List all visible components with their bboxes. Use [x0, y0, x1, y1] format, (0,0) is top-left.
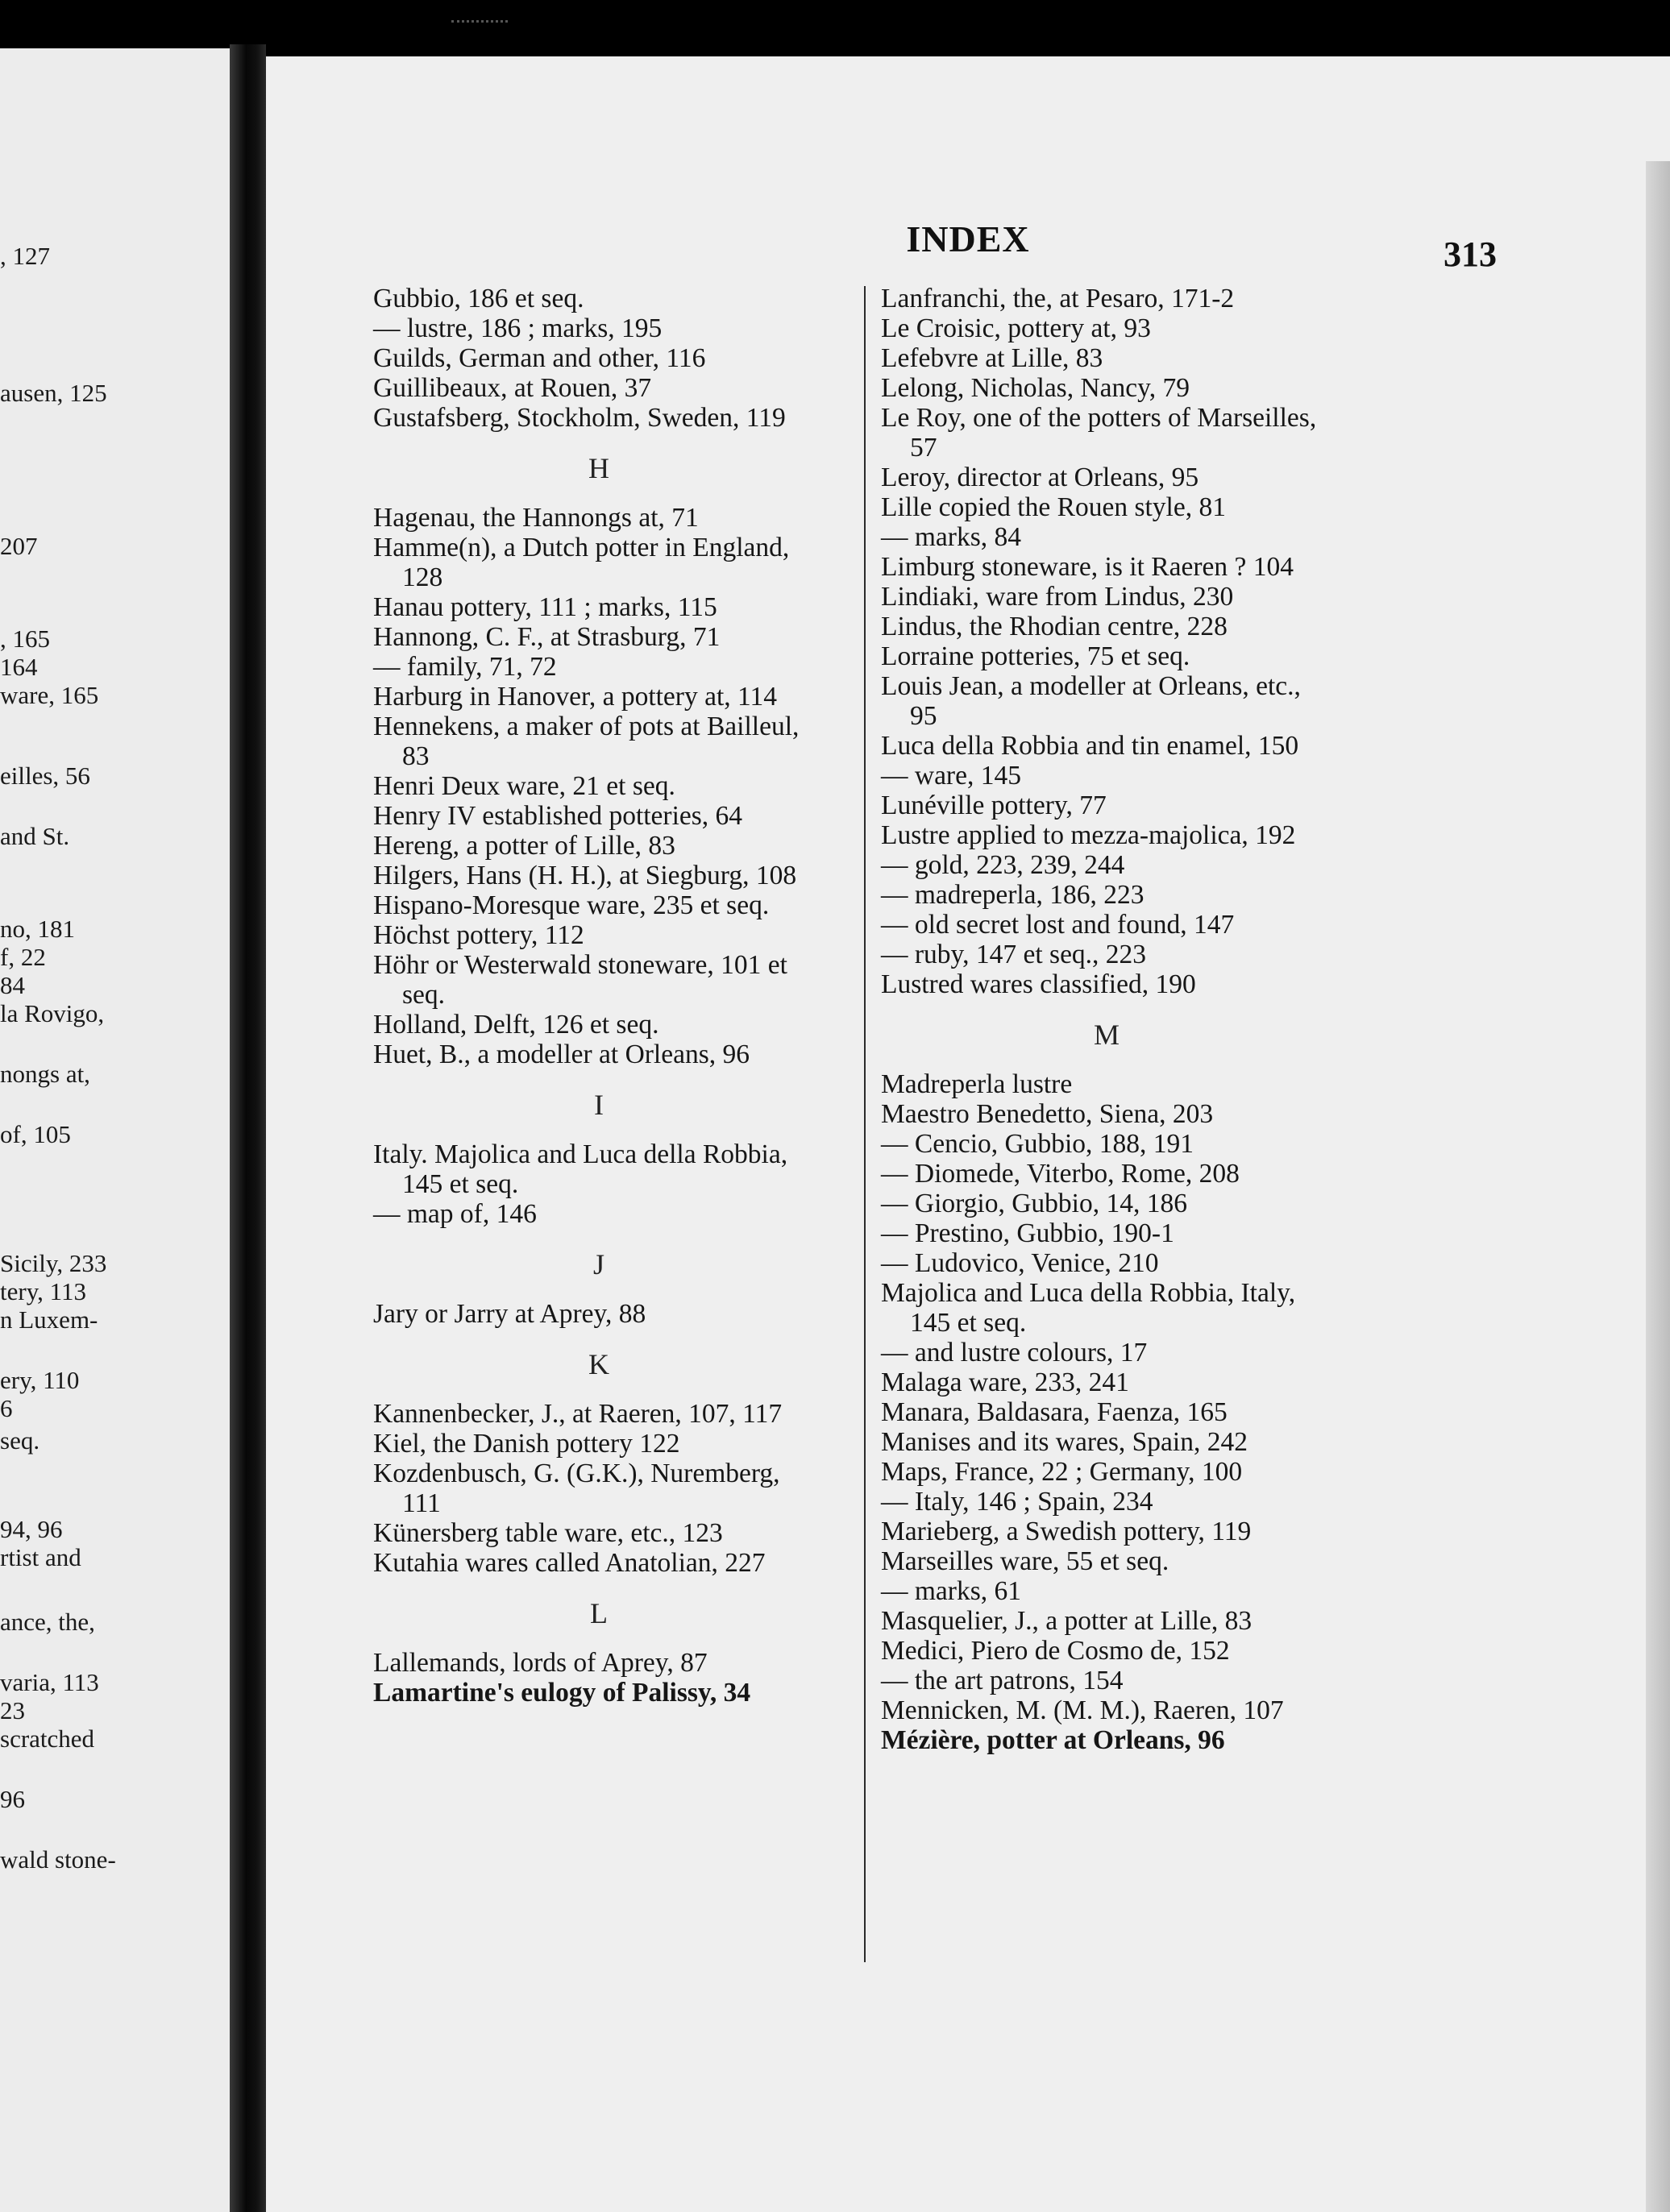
index-entry: Jary or Jarry at Aprey, 88 [373, 1299, 646, 1329]
index-entry: Lefebvre at Lille, 83 [881, 343, 1103, 373]
index-entry: — map of, 146 [373, 1199, 537, 1229]
index-entry: — and lustre colours, 17 [881, 1338, 1148, 1367]
index-entry: Italy. Majolica and Luca della Robbia, 145 et seq. [373, 1139, 788, 1199]
index-entry: — ware, 145 [881, 761, 1021, 791]
left-page-fragment: f, 22 [0, 943, 46, 971]
index-entry: — marks, 84 [881, 522, 1021, 552]
left-page-edge [0, 48, 230, 2212]
index-entry: Hannong, C. F., at Strasburg, 71 [373, 622, 721, 652]
index-entry: Henri Deux ware, 21 et seq. [373, 771, 675, 801]
index-entry: Lustre applied to mezza-majolica, 192 [881, 820, 1296, 850]
index-entry: Lindus, the Rhodian centre, 228 [881, 612, 1228, 641]
index-entry: Hispano-Moresque ware, 235 et seq. [373, 890, 770, 920]
index-entry: Lorraine potteries, 75 et seq. [881, 641, 1190, 671]
index-entry: Marieberg, a Swedish pottery, 119 [881, 1517, 1252, 1546]
index-entry: Guillibeaux, at Rouen, 37 [373, 373, 652, 403]
section-letter: K [588, 1348, 609, 1380]
index-entry: Kozdenbusch, G. (G.K.), Nuremberg, 111 [373, 1459, 780, 1518]
index-entry: Harburg in Hanover, a pottery at, 114 [373, 682, 778, 712]
left-page-fragment: wald stone- [0, 1845, 116, 1874]
left-page-fragment: scratched [0, 1724, 95, 1753]
index-entry: Hilgers, Hans (H. H.), at Siegburg, 108 [373, 861, 797, 890]
index-entry: Hagenau, the Hannongs at, 71 [373, 503, 699, 533]
index-entry: Lustred wares classified, 190 [881, 969, 1196, 999]
index-entry: Guilds, German and other, 116 [373, 343, 706, 373]
index-entry: — Giorgio, Gubbio, 14, 186 [881, 1189, 1187, 1218]
left-page-fragment: la Rovigo, [0, 999, 105, 1027]
index-entry: Höhr or Westerwald stoneware, 101 et seq. [373, 950, 787, 1010]
left-page-fragment: varia, 113 [0, 1668, 99, 1696]
left-page-fragment: of, 105 [0, 1120, 71, 1148]
section-letter: M [1093, 1019, 1120, 1051]
left-page-fragment: and St. [0, 822, 70, 850]
left-page-fragment: ausen, 125 [0, 379, 107, 407]
scan-speck [451, 20, 508, 34]
index-entry: Gustafsberg, Stockholm, Sweden, 119 [373, 403, 786, 433]
index-entry: Luca della Robbia and tin enamel, 150 [881, 731, 1299, 761]
index-column-right [881, 284, 1332, 1755]
index-entry: Kutahia wares called Anatolian, 227 [373, 1548, 766, 1578]
index-entry: Lanfranchi, the, at Pesaro, 171-2 [881, 284, 1235, 313]
index-column-left [373, 284, 825, 1708]
left-page-fragment: rtist and [0, 1543, 81, 1571]
index-entry: Hamme(n), a Dutch potter in England, 128 [373, 533, 790, 592]
right-page [266, 56, 1670, 2212]
page-edge-shadow [1646, 161, 1670, 2212]
index-entry: Lunéville pottery, 77 [881, 791, 1107, 820]
index-entry: Manises and its wares, Spain, 242 [881, 1427, 1248, 1457]
section-letter: L [590, 1597, 608, 1629]
book-gutter [230, 44, 266, 2212]
index-entry: Manara, Baldasara, Faenza, 165 [881, 1397, 1228, 1427]
index-entry: Le Croisic, pottery at, 93 [881, 313, 1151, 343]
index-entry: Lallemands, lords of Aprey, 87 [373, 1648, 708, 1678]
index-entry: Lindiaki, ware from Lindus, 230 [881, 582, 1234, 612]
index-entry: Marseilles ware, 55 et seq. [881, 1546, 1169, 1576]
index-entry: Madreperla lustre [881, 1069, 1073, 1099]
index-entry: — marks, 61 [881, 1576, 1021, 1606]
index-entry: Mézière, potter at Orleans, 96 [881, 1725, 1225, 1755]
index-entry: Hereng, a potter of Lille, 83 [373, 831, 675, 861]
index-entry: Kannenbecker, J., at Raeren, 107, 117 [373, 1399, 783, 1429]
left-page-fragment: ance, the, [0, 1608, 95, 1636]
index-entry: — Diomede, Viterbo, Rome, 208 [881, 1159, 1240, 1189]
section-letter: H [588, 452, 609, 484]
index-entry: — family, 71, 72 [373, 652, 557, 682]
left-page-fragment: eilles, 56 [0, 762, 90, 790]
left-page-fragment: , 127 [0, 242, 50, 270]
page-number: 313 [1444, 234, 1497, 274]
section-letter: I [594, 1089, 604, 1121]
left-page-fragment: , 165 [0, 625, 50, 653]
page-title: INDEX [906, 218, 1030, 259]
index-entry: Majolica and Luca della Robbia, Italy, 145 et seq. [881, 1278, 1296, 1338]
index-entry: — lustre, 186 ; marks, 195 [373, 313, 663, 343]
index-entry: Holland, Delft, 126 et seq. [373, 1010, 659, 1040]
index-entry: — ruby, 147 et seq., 223 [881, 940, 1147, 969]
index-entry: Lamartine's eulogy of Palissy, 34 [373, 1678, 751, 1708]
left-page-fragment: 23 [0, 1696, 25, 1724]
index-entry: — gold, 223, 239, 244 [881, 850, 1125, 880]
index-entry: Hennekens, a maker of pots at Bailleul, 83 [373, 712, 800, 771]
left-page-fragment: 84 [0, 971, 25, 999]
index-entry: — Ludovico, Venice, 210 [881, 1248, 1159, 1278]
index-entry: Künersberg table ware, etc., 123 [373, 1518, 723, 1548]
index-entry: Limburg stoneware, is it Raeren ? 104 [881, 552, 1294, 582]
index-entry: Masquelier, J., a potter at Lille, 83 [881, 1606, 1252, 1636]
index-entry: Hanau pottery, 111 ; marks, 115 [373, 592, 717, 622]
column-divider [864, 286, 866, 1962]
index-entry: — Prestino, Gubbio, 190-1 [881, 1218, 1174, 1248]
index-entry: — the art patrons, 154 [881, 1666, 1124, 1695]
index-entry: — Italy, 146 ; Spain, 234 [881, 1487, 1153, 1517]
left-page-fragment: 94, 96 [0, 1515, 63, 1543]
left-page-fragment: Sicily, 233 [0, 1249, 107, 1277]
index-entry: Louis Jean, a modeller at Orleans, etc., 95 [881, 671, 1301, 731]
index-entry: Höchst pottery, 112 [373, 920, 584, 950]
index-entry: Mennicken, M. (M. M.), Raeren, 107 [881, 1695, 1284, 1725]
index-entry: Lille copied the Rouen style, 81 [881, 492, 1226, 522]
left-page-fragment: nongs at, [0, 1060, 90, 1088]
left-page-fragment: no, 181 [0, 915, 75, 943]
left-page-fragment: seq. [0, 1426, 40, 1455]
index-entry: — old secret lost and found, 147 [881, 910, 1235, 940]
left-page-fragment: 207 [0, 532, 38, 560]
section-letter: J [592, 1248, 604, 1280]
left-page-fragment: n Luxem- [0, 1305, 98, 1334]
index-entry: Kiel, the Danish pottery 122 [373, 1429, 680, 1459]
index-entry: Le Roy, one of the potters of Marseilles, 57 [881, 403, 1317, 463]
left-page-fragment: ware, 165 [0, 681, 99, 709]
index-entry: Maps, France, 22 ; Germany, 100 [881, 1457, 1243, 1487]
left-page-fragment: 164 [0, 653, 38, 681]
index-entry: Malaga ware, 233, 241 [881, 1367, 1129, 1397]
index-entry: Leroy, director at Orleans, 95 [881, 463, 1199, 492]
left-page-fragment: tery, 113 [0, 1277, 87, 1305]
left-page-fragment: 6 [0, 1394, 13, 1422]
index-entry: Lelong, Nicholas, Nancy, 79 [881, 373, 1190, 403]
index-entry: Henry IV established potteries, 64 [373, 801, 743, 831]
left-page-fragment: ery, 110 [0, 1366, 80, 1394]
index-entry: Gubbio, 186 et seq. [373, 284, 584, 313]
index-entry: Huet, B., a modeller at Orleans, 96 [373, 1040, 750, 1069]
index-entry: — madreperla, 186, 223 [881, 880, 1144, 910]
left-page-fragment: 96 [0, 1785, 25, 1813]
index-entry: Maestro Benedetto, Siena, 203 [881, 1099, 1214, 1129]
index-entry: Medici, Piero de Cosmo de, 152 [881, 1636, 1230, 1666]
index-entry: — Cencio, Gubbio, 188, 191 [881, 1129, 1194, 1159]
